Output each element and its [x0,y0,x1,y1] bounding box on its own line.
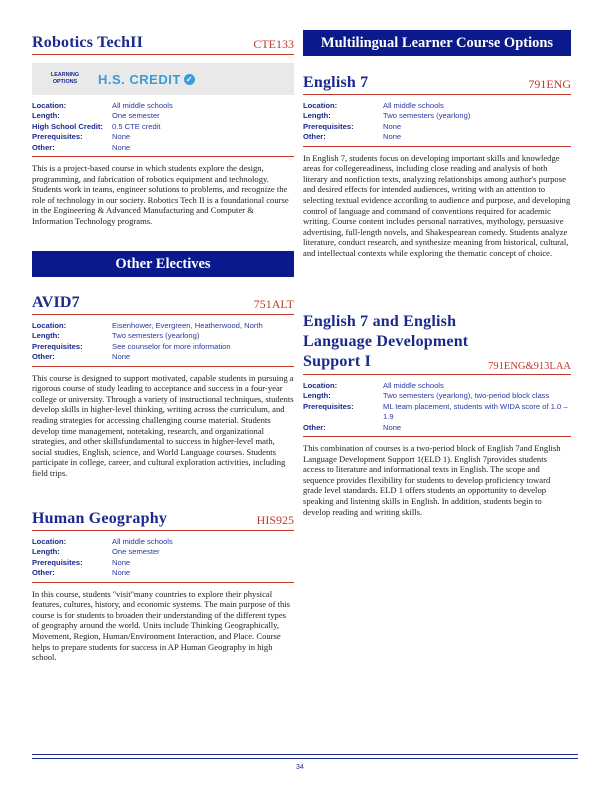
meta-value: None [112,142,131,152]
meta-label: Length: [32,547,60,557]
meta-label: Other: [32,568,55,578]
meta-row [303,132,571,142]
course-title: English 7 [303,74,369,91]
meta-value: None [112,352,131,362]
course-title: Robotics TechII [32,34,144,51]
meta-label: Other: [32,142,55,152]
meta-label: Location: [32,101,67,110]
meta-label: Other: [303,132,326,142]
meta-row [32,122,294,132]
course-meta [32,321,294,363]
course-title: English 7 and English Language Development Support I [303,313,469,370]
meta-value: None [383,132,402,142]
divider [32,366,294,367]
meta-row [32,568,294,578]
meta-label: Other: [303,422,326,432]
meta-value: None [112,132,131,142]
section-band-other-electives: Other Electives [32,251,294,277]
meta-row [303,402,571,423]
meta-label: Location: [303,381,338,390]
meta-label: Length: [32,111,60,121]
meta-row [32,537,294,547]
meta-row [303,381,571,391]
course-robotics [32,34,294,227]
hs-credit-label [98,72,195,87]
section-band-multilingual: Multilingual Learner Course Options [303,30,571,56]
course-meta [32,101,294,153]
course-code: 791ENG&913LAA [488,361,571,372]
meta-row [32,111,294,121]
course-header [32,294,294,315]
meta-value: All middle schools [112,101,173,110]
meta-value: None [383,422,402,432]
course-description: This combination of courses is a two-period block of English 7and English Language Development Support 1(ELD 1). English 7provides students access to literature and informational texts in English. The scope and sequence provides flexibility for students to develop proficiency toward grade level standards. ELD 1 offers students an opportunity to develop speaking and listening skills in English. In addition, students begin to develop reading and writing skills. [303,443,561,517]
meta-value: All middle schools [112,537,173,546]
course-header [303,74,571,95]
course-english-7 [303,74,571,259]
meta-value: See counselor for more information [112,341,231,351]
course-code: HIS925 [256,513,294,527]
meta-value: ML team placement, students with WIDA score of 1.0 – 1.9 [383,401,568,422]
course-avid [32,294,294,479]
meta-value: None [383,121,402,131]
meta-value: None [112,568,131,578]
meta-row [32,331,294,341]
meta-label: Location: [32,537,67,546]
meta-label: Other: [32,352,55,362]
meta-value: One semester [112,547,160,557]
course-meta [32,537,294,579]
course-english-7-eld [303,312,571,517]
meta-label: High School Credit: [32,121,103,131]
meta-value: Two semesters (yearlong), two-period block class [383,391,550,401]
checkmark-icon: ✓ [185,74,193,84]
course-human-geography [32,510,294,663]
course-code: 791ENG [528,77,571,91]
course-description: This is a project-based course in which students explore the design, programming, and fabrication of robotics equipment and technology. Students work in teams, engineer solutions to problems, and recognize the role of technology in our society. Robotics Tech II is a foundational course in the Engineering & Advanced Manufacturing and Computer & Information Technology programs. [32,163,289,226]
meta-value: 0.5 CTE credit [112,121,161,131]
meta-label: Prerequisites: [303,121,354,131]
meta-value: None [112,557,131,567]
footer-rule [32,758,578,759]
course-header [303,312,571,375]
meta-label: Length: [303,391,331,401]
meta-label: Location: [32,321,67,330]
meta-row [303,111,571,121]
course-meta [303,101,571,143]
meta-label: Length: [32,331,60,341]
learning-options-label: LEARNING OPTIONS [50,72,80,85]
course-title: AVID7 [32,294,80,311]
divider [303,146,571,147]
meta-label: Length: [303,111,331,121]
course-description: This course is designed to support motivated, capable students in pursuing a rigorous course of study leading to acceptance and success in a four-year college or university. Through a variety of instructional techniques, students develop skills in higher-level thinking, writing across the curriculum, and reading strategies for accessing challenging course material. Students develop time management, notetaking, research, and organizational strategies, and other skillsfundamental to success in higher-level math, social studies, English, science, and World Language courses. Students participate in college, career, and cultural exploration activities, including field trips. [32,372,294,478]
footer-rule [32,754,578,755]
meta-row [32,321,294,331]
course-code: CTE133 [253,37,294,51]
meta-value: All middle schools [383,101,444,110]
meta-label: Prerequisites: [303,401,354,411]
meta-row [303,423,571,433]
divider [32,582,294,583]
meta-label: Prerequisites: [32,557,83,567]
meta-row [32,101,294,111]
hs-credit-text: H.S. CREDIT [98,71,181,87]
course-meta [303,381,571,433]
divider [303,436,571,437]
meta-label: Location: [303,101,338,110]
meta-value: All middle schools [383,381,444,390]
course-title: Human Geography [32,510,168,527]
course-header [32,510,294,531]
meta-label: Prerequisites: [32,132,83,142]
course-description: In this course, students ''visit''many countries to explore their physical features, cultures, history, and economic systems. The main purpose of this course is for students to broaden their understanding of the different types of geography around the world. Units include Thinking Geographically, Movement, Region, Human/Environment Interaction, and Place. Course helps to prepare students for success in AP Human Geography in high school. [32,588,290,663]
page-number: 34 [296,764,304,771]
meta-row [303,101,571,111]
meta-row [32,352,294,362]
meta-row [32,143,294,153]
meta-row [303,122,571,132]
meta-row [303,391,571,401]
meta-row [32,547,294,557]
meta-value: Two semesters (yearlong) [112,331,200,341]
course-header [32,34,294,55]
meta-value: One semester [112,111,160,121]
meta-row [32,558,294,568]
meta-label: Prerequisites: [32,341,83,351]
meta-value: Eisenhower, Evergreen, Heatherwood, North [112,321,263,330]
course-description: In English 7, students focus on developing important skills and knowledge areas for collegereadiness, including close reading and analysis of both literary and nonfiction texts, analyzing relationships among author's purpose and desired effects for intended audiences, writing with an attention to selecting textual evidence according to audience and purpose, and developing control of language and command of conventions required for academic writing. Course content includes personal narratives, mythology, persuasive advertising, full-length novels, and Shakespearean comedy. Students analyze literature, conduct research, and synthesize meaning from historical, cultural, and intellectual contexts while exploring the thematic concept of choice. [303,152,571,258]
course-code: 751ALT [253,297,294,311]
meta-row [32,132,294,142]
meta-row [32,342,294,352]
divider [32,156,294,157]
learning-options-box [32,63,294,95]
meta-value: Two semesters (yearlong) [383,111,471,121]
